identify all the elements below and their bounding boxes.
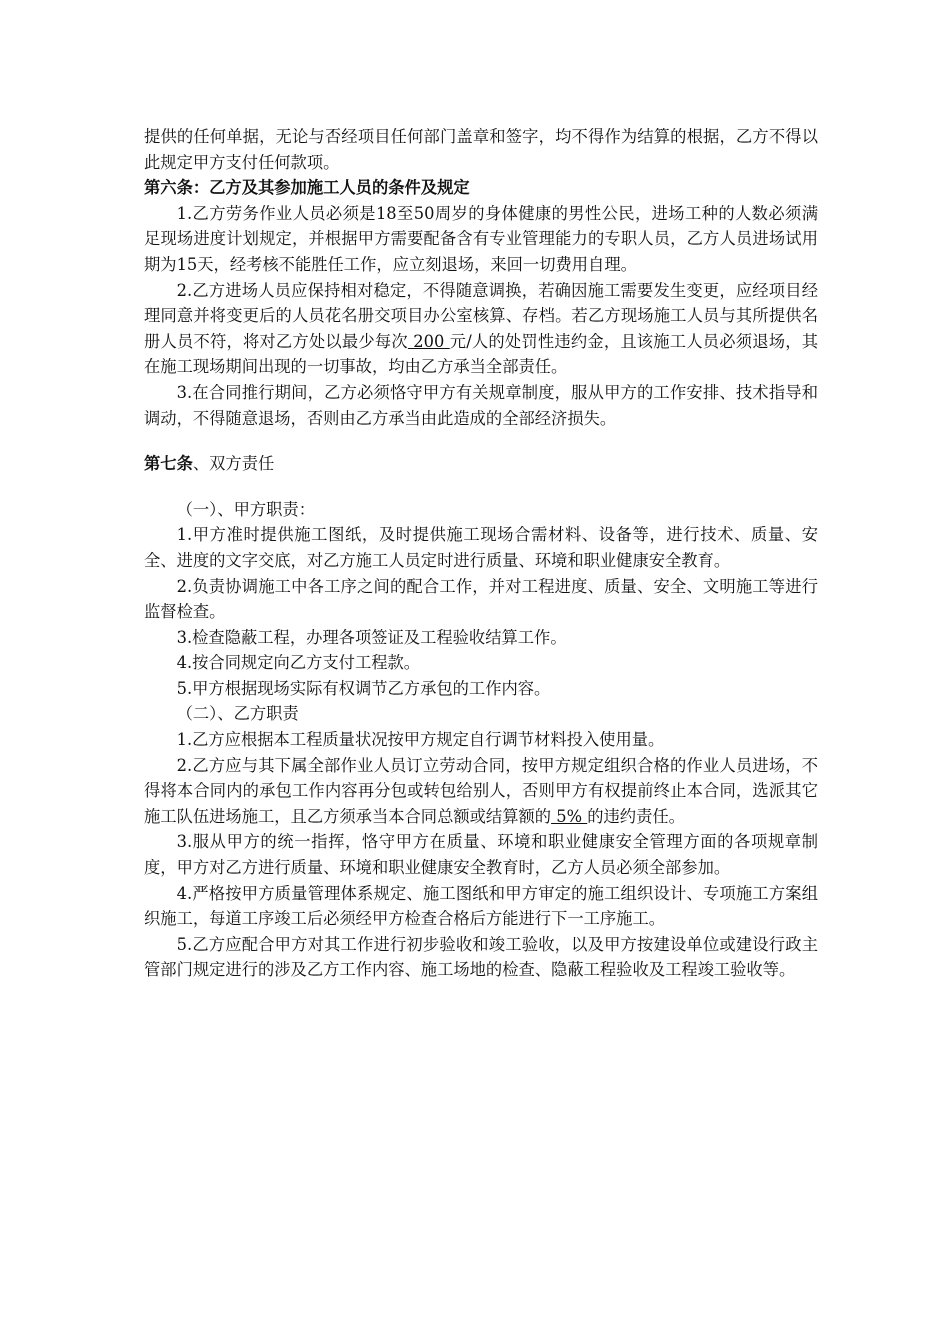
article-6-title: 第六条：乙方及其参加施工人员的条件及规定 <box>144 178 470 198</box>
opening-paragraph: 提供的任何单据，无论与否经项目任何部门盖章和签字，均不得作为结算的根据，乙方不得以此规定甲方支付任何款项。 <box>144 127 818 172</box>
party-b-item-4: 4.严格按甲方质量管理体系规定、施工图纸和甲方审定的施工组织设计、专项施工方案组织施工，每道工序竣工后必须经甲方检查合格后方能进行下一工序施工。 <box>144 883 818 929</box>
party-b-item-5: 5.乙方应配合甲方对其工作进行初步验收和竣工验收，以及甲方按建设单位或建设行政主管部门规定进行的涉及乙方工作内容、施工场地的检查、隐蔽工程验收及工程竣工验收等。 <box>144 934 818 980</box>
article-6-clause-3: 3.在合同推行期间，乙方必须恪守甲方有关规章制度，服从甲方的工作安排、技术指导和调动，不得随意退场，否则由乙方承当由此造成的全部经济损失。 <box>144 382 818 428</box>
party-a-item-3: 3.检查隐蔽工程，办理各项签证及工程验收结算工作。 <box>176 627 567 647</box>
party-b-item-3: 3.服从甲方的统一指挥，恪守甲方在质量、环境和职业健康安全管理方面的各项规章制度，甲方对乙方进行质量、环境和职业健康安全教育时，乙方人员必须全部参加。 <box>144 832 818 878</box>
article-7-name: 、双方责任 <box>192 454 275 474</box>
clause-2-text-after: 元/人的处罚性违约金，且该施工人员必须退场，其在施工现场期间出现的一切事故，均由乙方承当全部责任。 <box>144 331 818 377</box>
party-a-item-1: 1.甲方准时提供施工图纸，及时提供施工现场合需材料、设备等，进行技术、质量、安全、进度的文字交底，对乙方施工人员定时进行质量、环境和职业健康安全教育。 <box>144 525 818 570</box>
party-b-item-2 <box>144 753 818 830</box>
party-a-item-4: 4.按合同规定向乙方支付工程款。 <box>176 653 421 673</box>
clause-2-text-before: 2.乙方进场人员应保持相对稳定，不得随意调换，若确因施工需要发生变更，应经项目经理同意并将变更后的人员花名册交项目办公室核算、存档。若乙方现场施工人员与其所提供名册人员不符，将对乙方处以最少每次 <box>144 280 818 351</box>
liability-percentage: 5% <box>551 806 588 826</box>
party-b-heading: （二）、乙方职责 <box>176 704 299 724</box>
document-page <box>144 124 818 983</box>
party-a-item-2: 2.负责协调施工中各工序之间的配合工作，并对工程进度、质量、安全、文明施工等进行监督检查。 <box>144 576 818 622</box>
article-7-number: 第七条 <box>144 454 193 474</box>
party-a-heading: （一）、甲方职责： <box>176 499 315 519</box>
article-6-clause-2 <box>144 278 818 380</box>
article-7-title <box>144 451 818 477</box>
article-6-clause-1: 1.乙方劳务作业人员必须是18至50周岁的身体健康的男性公民，进场工种的人数必须满足现场进度计划规定，并根据甲方需要配备含有专业管理能力的专职人员，乙方人员进场试用期为15天，经考核不能胜任工作，应立刻退场，来回一切费用自理。 <box>144 203 818 274</box>
item-2-text-before: 2.乙方应与其下属全部作业人员订立劳动合同，按甲方规定组织合格的作业人员进场，不得将本合同内的承包工作内容再分包或转包给别人，否则甲方有权提前终止本合同，选派其它施工队伍进场施工，且乙方须承当本合同总额或结算额的 <box>144 755 818 826</box>
penalty-amount: 200 <box>407 331 450 351</box>
item-2-text-after: 的违约责任。 <box>587 806 685 826</box>
party-a-item-5: 5.甲方根据现场实际有权调节乙方承包的工作内容。 <box>176 678 551 698</box>
party-b-item-1: 1.乙方应根据本工程质量状况按甲方规定自行调节材料投入使用量。 <box>176 730 665 750</box>
